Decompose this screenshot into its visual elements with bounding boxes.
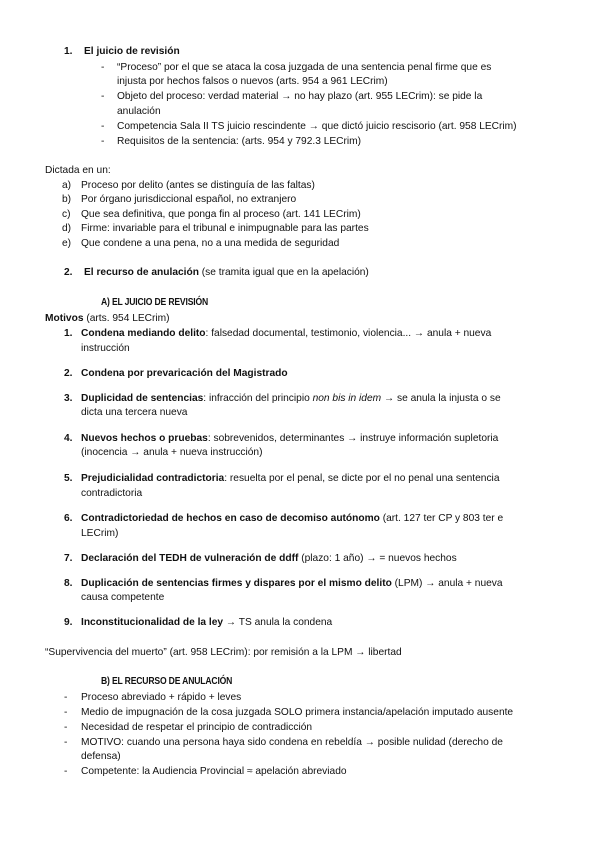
part1-bullet-2-line-1: Objeto del proceso: verdad material → no hay plazo (art. 955 LECrim): se pide la bbox=[117, 91, 483, 102]
motivo-text: : sobrevenidos, determinantes → instruye información supletoria bbox=[207, 433, 499, 444]
motivo-title: Contradictoriedad de hechos en caso de decomiso autónomo bbox=[81, 513, 380, 524]
bullet-dash: - bbox=[101, 121, 105, 132]
motivo-number: 7. bbox=[64, 553, 73, 564]
motivo-4-line-2: (inocencia → anula + nueva instrucción) bbox=[81, 447, 263, 458]
motivo-title: Nuevos hechos o pruebas bbox=[81, 433, 208, 444]
motivo-number: 1. bbox=[64, 328, 73, 339]
part1-title: El juicio de revisión bbox=[84, 46, 180, 57]
bullet-dash: - bbox=[64, 722, 68, 733]
motivo-6-line-2: LECrim) bbox=[81, 528, 119, 539]
motivo-title: Inconstitucionalidad de la ley bbox=[81, 617, 224, 628]
motivo-text: → se anula la injusta o se bbox=[381, 393, 501, 404]
list-letter: b) bbox=[62, 194, 72, 205]
motivo-text: : resuelta por el penal, se dicte por el no penal una sentencia bbox=[224, 473, 500, 484]
motivo-number: 6. bbox=[64, 513, 73, 524]
motivo-title: Prejudicialidad contradictoria bbox=[81, 473, 225, 484]
motivo-text: : falsedad documental, testimonio, violencia... → anula + nueva bbox=[205, 328, 492, 339]
motivo-text: → TS anula la condena bbox=[223, 617, 333, 628]
motivo-number: 8. bbox=[64, 578, 73, 589]
list-letter: a) bbox=[62, 180, 72, 191]
motivo-number: 5. bbox=[64, 473, 73, 484]
section-a-heading: A) EL JUICIO DE REVISIÓN bbox=[101, 297, 209, 308]
motivo-4-line-1 bbox=[81, 431, 498, 446]
bullet-dash: - bbox=[101, 62, 105, 73]
motivo-title: Declaración del TEDH de vulneración de ddff bbox=[81, 553, 299, 564]
bullet-dash: - bbox=[64, 737, 68, 748]
list-item: Proceso por delito (antes se distinguía de las faltas) bbox=[81, 180, 315, 191]
part1-bullet-1-line-2: injusta por hechos falsos o nuevos (arts. 954 a 961 LECrim) bbox=[117, 76, 388, 87]
section-b-heading: B) EL RECURSO DE ANULACIÓN bbox=[101, 676, 233, 687]
motivo-1-line-2: instrucción bbox=[81, 343, 130, 354]
motivo-3-line-1 bbox=[81, 391, 501, 406]
part1-bullet-4: Requisitos de la sentencia: (arts. 954 y 792.3 LECrim) bbox=[117, 136, 362, 147]
recurso-bullet-4-line-2: defensa) bbox=[81, 751, 121, 762]
motivo-3-line-2: dicta una tercera nueva bbox=[81, 407, 188, 418]
motivo-1-line-1 bbox=[81, 326, 491, 341]
list-item: Que condene a una pena, no a una medida de seguridad bbox=[81, 238, 340, 249]
list-item: Que sea definitiva, que ponga fin al proceso (art. 141 LECrim) bbox=[81, 209, 361, 220]
motivos-label: Motivos bbox=[45, 313, 84, 324]
motivo-title: Condena por prevaricación del Magistrado bbox=[81, 368, 288, 379]
motivo-5-line-1 bbox=[81, 471, 499, 486]
bullet-dash: - bbox=[64, 692, 68, 703]
part2-title: El recurso de anulación bbox=[84, 267, 199, 278]
motivos-ref: (arts. 954 LECrim) bbox=[83, 313, 170, 324]
motivo-2-line-1 bbox=[81, 366, 288, 381]
recurso-bullet-3: Necesidad de respetar el principio de contradicción bbox=[81, 722, 313, 733]
motivo-title: Condena mediando delito bbox=[81, 328, 206, 339]
part1-bullet-3: Competencia Sala II TS juicio rescindente → que dictó juicio rescisorio (art. 958 LECrim) bbox=[117, 121, 517, 132]
part1-bullet-2-line-2: anulación bbox=[117, 106, 161, 117]
list-item: Firme: invariable para el tribunal e inimpugnable para las partes bbox=[81, 223, 369, 234]
motivos-heading bbox=[45, 311, 170, 326]
motivo-9-line-1 bbox=[81, 615, 332, 630]
motivo-latin-term: non bis in idem bbox=[312, 393, 382, 404]
bullet-dash: - bbox=[64, 707, 68, 718]
bullet-dash: - bbox=[64, 766, 68, 777]
motivo-text: (art. 127 ter CP y 803 ter e bbox=[379, 513, 504, 524]
motivo-number: 4. bbox=[64, 433, 73, 444]
motivo-title: Duplicación de sentencias firmes y dispares por el mismo delito bbox=[81, 578, 392, 589]
motivo-5-line-2: contradictoria bbox=[81, 488, 143, 499]
list-letter: c) bbox=[62, 209, 71, 220]
recurso-bullet-4-line-1: MOTIVO: cuando una persona haya sido condena en rebeldía → posible nulidad (derecho de bbox=[81, 737, 503, 748]
motivo-text: (LPM) → anula + nueva bbox=[391, 578, 503, 589]
motivo-number: 9. bbox=[64, 617, 73, 628]
part2-number: 2. bbox=[64, 267, 73, 278]
part2-heading bbox=[84, 265, 369, 280]
motivo-8-line-2: causa competente bbox=[81, 592, 165, 603]
motivo-7-line-1 bbox=[81, 551, 457, 566]
motivo-8-line-1 bbox=[81, 576, 503, 591]
part2-note: (se tramita igual que en la apelación) bbox=[198, 267, 369, 278]
list-item: Por órgano jurisdiccional español, no extranjero bbox=[81, 194, 297, 205]
bullet-dash: - bbox=[101, 91, 105, 102]
bullet-dash: - bbox=[101, 136, 105, 147]
part1-bullet-1-line-1: “Proceso” por el que se ataca la cosa juzgada de una sentencia penal firme que es bbox=[117, 62, 492, 73]
part1-number: 1. bbox=[64, 46, 73, 57]
motivo-text: : infracción del principio bbox=[203, 393, 313, 404]
motivo-title: Duplicidad de sentencias bbox=[81, 393, 204, 404]
recurso-bullet-2: Medio de impugnación de la cosa juzgada SOLO primera instancia/apelación imputado ausente bbox=[81, 707, 514, 718]
list-letter: d) bbox=[62, 223, 72, 234]
recurso-bullet-5: Competente: la Audiencia Provincial ≈ apelación abreviado bbox=[81, 766, 347, 777]
motivo-number: 3. bbox=[64, 393, 73, 404]
motivo-number: 2. bbox=[64, 368, 73, 379]
dictada-intro: Dictada en un: bbox=[45, 165, 111, 176]
list-letter: e) bbox=[62, 238, 72, 249]
motivo-6-line-1 bbox=[81, 511, 503, 526]
supervivencia-note: “Supervivencia del muerto” (art. 958 LECrim): por remisión a la LPM → libertad bbox=[45, 647, 402, 658]
recurso-bullet-1: Proceso abreviado + rápido + leves bbox=[81, 692, 242, 703]
motivo-text: (plazo: 1 año) → = nuevos hechos bbox=[298, 553, 457, 564]
